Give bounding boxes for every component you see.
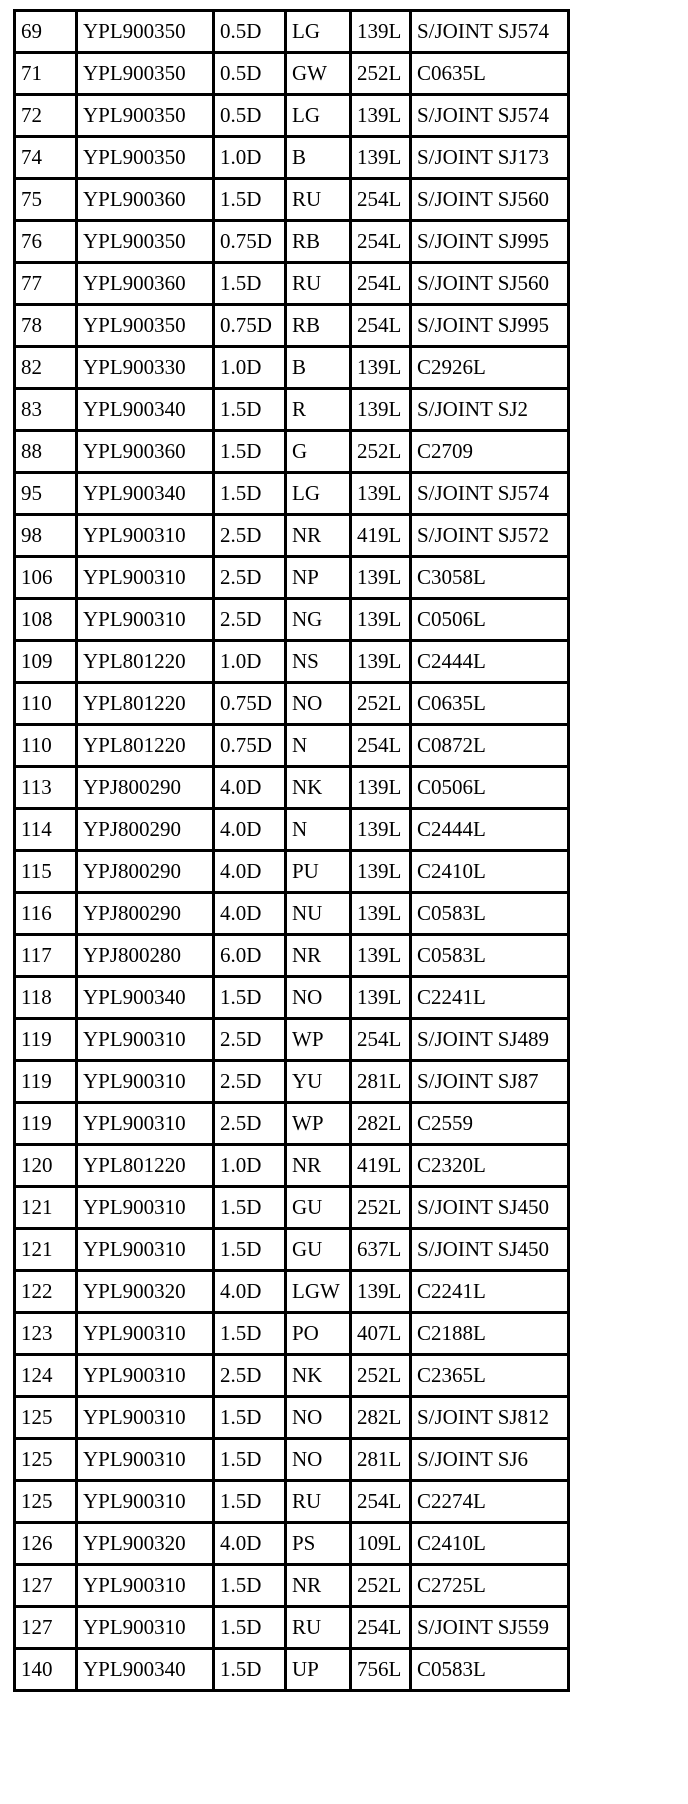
wire-size-cell: 2.5D [215, 516, 284, 555]
terminal-cell: C0635L [412, 54, 567, 93]
wire-number-cell: 116 [16, 894, 75, 933]
wire-length-cell: 139L [352, 894, 409, 933]
part-number-cell: YPL900330 [78, 348, 212, 387]
wire-color-cell: LGW [287, 1272, 349, 1311]
part-number-cell: YPL801220 [78, 1146, 212, 1185]
wire-number-cell: 125 [16, 1398, 75, 1437]
terminal-cell: C0583L [412, 894, 567, 933]
part-number-cell: YPL900360 [78, 264, 212, 303]
wire-color-cell: LG [287, 12, 349, 51]
terminal-cell: C3058L [412, 558, 567, 597]
wire-length-cell: 252L [352, 54, 409, 93]
wire-length-cell: 756L [352, 1650, 409, 1689]
terminal-cell: C0583L [412, 936, 567, 975]
wire-color-cell: N [287, 726, 349, 765]
wire-number-cell: 110 [16, 684, 75, 723]
wire-number-cell: 121 [16, 1230, 75, 1269]
wire-color-cell: PO [287, 1314, 349, 1353]
wire-size-cell: 0.5D [215, 54, 284, 93]
wire-length-cell: 139L [352, 1272, 409, 1311]
wire-size-cell: 1.5D [215, 1230, 284, 1269]
part-number-cell: YPL900310 [78, 558, 212, 597]
wire-color-cell: UP [287, 1650, 349, 1689]
wire-length-cell: 281L [352, 1440, 409, 1479]
wire-size-cell: 2.5D [215, 600, 284, 639]
terminal-cell: C0506L [412, 600, 567, 639]
table-row [16, 138, 567, 177]
wire-size-cell: 1.0D [215, 1146, 284, 1185]
wire-number-cell: 125 [16, 1482, 75, 1521]
wire-size-cell: 1.5D [215, 1314, 284, 1353]
wire-size-cell: 1.5D [215, 1482, 284, 1521]
wire-color-cell: NU [287, 894, 349, 933]
wire-number-cell: 109 [16, 642, 75, 681]
wire-color-cell: NO [287, 978, 349, 1017]
part-number-cell: YPL801220 [78, 684, 212, 723]
wire-number-cell: 82 [16, 348, 75, 387]
terminal-cell: S/JOINT SJ995 [412, 306, 567, 345]
table-row [16, 852, 567, 891]
wire-list-table [13, 9, 570, 1692]
part-number-cell: YPL900340 [78, 978, 212, 1017]
terminal-cell: C2444L [412, 642, 567, 681]
part-number-cell: YPJ800280 [78, 936, 212, 975]
wire-length-cell: 139L [352, 810, 409, 849]
wire-length-cell: 252L [352, 684, 409, 723]
wire-size-cell: 1.5D [215, 390, 284, 429]
wire-size-cell: 1.5D [215, 1440, 284, 1479]
table-row [16, 1356, 567, 1395]
wire-color-cell: PU [287, 852, 349, 891]
table-row [16, 1104, 567, 1143]
terminal-cell: C2241L [412, 978, 567, 1017]
part-number-cell: YPL900310 [78, 1482, 212, 1521]
table-row [16, 222, 567, 261]
wire-size-cell: 0.5D [215, 12, 284, 51]
wire-size-cell: 4.0D [215, 894, 284, 933]
wire-number-cell: 88 [16, 432, 75, 471]
table-row [16, 12, 567, 51]
wire-size-cell: 1.5D [215, 1608, 284, 1647]
wire-length-cell: 139L [352, 558, 409, 597]
wire-size-cell: 4.0D [215, 852, 284, 891]
wire-color-cell: B [287, 138, 349, 177]
terminal-cell: S/JOINT SJ87 [412, 1062, 567, 1101]
terminal-cell: C2410L [412, 1524, 567, 1563]
part-number-cell: YPL900310 [78, 1188, 212, 1227]
terminal-cell: C2274L [412, 1482, 567, 1521]
table-row [16, 1608, 567, 1647]
wire-length-cell: 254L [352, 306, 409, 345]
wire-length-cell: 139L [352, 474, 409, 513]
wire-size-cell: 4.0D [215, 1524, 284, 1563]
terminal-cell: S/JOINT SJ574 [412, 474, 567, 513]
wire-size-cell: 2.5D [215, 1020, 284, 1059]
wire-color-cell: NR [287, 1566, 349, 1605]
terminal-cell: C2559 [412, 1104, 567, 1143]
wire-color-cell: NK [287, 768, 349, 807]
wire-number-cell: 124 [16, 1356, 75, 1395]
wire-size-cell: 1.0D [215, 138, 284, 177]
wire-number-cell: 76 [16, 222, 75, 261]
wire-number-cell: 121 [16, 1188, 75, 1227]
wire-number-cell: 125 [16, 1440, 75, 1479]
wire-color-cell: GU [287, 1230, 349, 1269]
table-row [16, 264, 567, 303]
terminal-cell: S/JOINT SJ574 [412, 96, 567, 135]
wire-number-cell: 117 [16, 936, 75, 975]
wire-length-cell: 254L [352, 180, 409, 219]
table-row [16, 1440, 567, 1479]
wire-color-cell: NS [287, 642, 349, 681]
table-row [16, 306, 567, 345]
wire-color-cell: NR [287, 936, 349, 975]
part-number-cell: YPL900350 [78, 306, 212, 345]
wire-length-cell: 254L [352, 1020, 409, 1059]
wire-color-cell: WP [287, 1020, 349, 1059]
part-number-cell: YPL900350 [78, 54, 212, 93]
terminal-cell: S/JOINT SJ574 [412, 12, 567, 51]
wire-color-cell: LG [287, 96, 349, 135]
wire-length-cell: 252L [352, 1566, 409, 1605]
wire-length-cell: 252L [352, 432, 409, 471]
terminal-cell: C0872L [412, 726, 567, 765]
wire-number-cell: 119 [16, 1062, 75, 1101]
wire-color-cell: YU [287, 1062, 349, 1101]
terminal-cell: C0583L [412, 1650, 567, 1689]
terminal-cell: S/JOINT SJ559 [412, 1608, 567, 1647]
wire-length-cell: 139L [352, 138, 409, 177]
wire-length-cell: 419L [352, 1146, 409, 1185]
part-number-cell: YPL900350 [78, 222, 212, 261]
wire-size-cell: 1.0D [215, 642, 284, 681]
terminal-cell: S/JOINT SJ173 [412, 138, 567, 177]
terminal-cell: C2444L [412, 810, 567, 849]
table-row [16, 54, 567, 93]
table-row [16, 180, 567, 219]
wire-length-cell: 254L [352, 222, 409, 261]
wire-number-cell: 119 [16, 1104, 75, 1143]
wire-length-cell: 254L [352, 264, 409, 303]
wire-length-cell: 139L [352, 852, 409, 891]
wire-number-cell: 74 [16, 138, 75, 177]
wire-number-cell: 83 [16, 390, 75, 429]
part-number-cell: YPL900360 [78, 432, 212, 471]
terminal-cell: S/JOINT SJ560 [412, 264, 567, 303]
wire-length-cell: 254L [352, 726, 409, 765]
table-row [16, 726, 567, 765]
wire-number-cell: 127 [16, 1608, 75, 1647]
wire-length-cell: 109L [352, 1524, 409, 1563]
table-row [16, 684, 567, 723]
wire-color-cell: RU [287, 180, 349, 219]
terminal-cell: C0635L [412, 684, 567, 723]
wire-length-cell: 254L [352, 1482, 409, 1521]
wire-color-cell: GU [287, 1188, 349, 1227]
wire-color-cell: GW [287, 54, 349, 93]
part-number-cell: YPL900320 [78, 1272, 212, 1311]
part-number-cell: YPJ800290 [78, 894, 212, 933]
wire-length-cell: 139L [352, 348, 409, 387]
part-number-cell: YPJ800290 [78, 768, 212, 807]
wire-size-cell: 1.5D [215, 474, 284, 513]
terminal-cell: S/JOINT SJ450 [412, 1188, 567, 1227]
wire-size-cell: 4.0D [215, 1272, 284, 1311]
part-number-cell: YPL900310 [78, 1440, 212, 1479]
table-row [16, 1650, 567, 1689]
wire-number-cell: 120 [16, 1146, 75, 1185]
wire-number-cell: 106 [16, 558, 75, 597]
part-number-cell: YPL900310 [78, 1608, 212, 1647]
wire-size-cell: 4.0D [215, 810, 284, 849]
table-row [16, 810, 567, 849]
wire-size-cell: 1.0D [215, 348, 284, 387]
wire-number-cell: 69 [16, 12, 75, 51]
wire-size-cell: 1.5D [215, 1398, 284, 1437]
table-row [16, 432, 567, 471]
part-number-cell: YPJ800290 [78, 852, 212, 891]
wire-size-cell: 2.5D [215, 1356, 284, 1395]
wire-number-cell: 118 [16, 978, 75, 1017]
wire-length-cell: 419L [352, 516, 409, 555]
wire-number-cell: 77 [16, 264, 75, 303]
wire-length-cell: 282L [352, 1104, 409, 1143]
wire-number-cell: 98 [16, 516, 75, 555]
terminal-cell: S/JOINT SJ450 [412, 1230, 567, 1269]
wire-size-cell: 1.5D [215, 180, 284, 219]
table-row [16, 936, 567, 975]
wire-color-cell: NO [287, 1440, 349, 1479]
wire-color-cell: NP [287, 558, 349, 597]
wire-number-cell: 113 [16, 768, 75, 807]
part-number-cell: YPL900320 [78, 1524, 212, 1563]
wire-size-cell: 1.5D [215, 1188, 284, 1227]
wire-size-cell: 0.75D [215, 684, 284, 723]
table-row [16, 1230, 567, 1269]
table-row [16, 978, 567, 1017]
part-number-cell: YPL900350 [78, 96, 212, 135]
wire-list-body [16, 12, 567, 1689]
wire-color-cell: NG [287, 600, 349, 639]
terminal-cell: C2241L [412, 1272, 567, 1311]
wire-length-cell: 139L [352, 768, 409, 807]
wire-length-cell: 139L [352, 12, 409, 51]
terminal-cell: S/JOINT SJ812 [412, 1398, 567, 1437]
wire-length-cell: 139L [352, 96, 409, 135]
table-row [16, 1566, 567, 1605]
table-row [16, 474, 567, 513]
table-row [16, 1146, 567, 1185]
wire-color-cell: RB [287, 306, 349, 345]
part-number-cell: YPL900350 [78, 12, 212, 51]
part-number-cell: YPL900310 [78, 1566, 212, 1605]
wire-length-cell: 139L [352, 936, 409, 975]
part-number-cell: YPL900340 [78, 1650, 212, 1689]
part-number-cell: YPL900350 [78, 138, 212, 177]
terminal-cell: C2320L [412, 1146, 567, 1185]
wire-number-cell: 75 [16, 180, 75, 219]
table-row [16, 516, 567, 555]
terminal-cell: C2188L [412, 1314, 567, 1353]
wire-length-cell: 139L [352, 390, 409, 429]
wire-color-cell: RU [287, 1608, 349, 1647]
wire-color-cell: N [287, 810, 349, 849]
part-number-cell: YPL900310 [78, 1398, 212, 1437]
terminal-cell: S/JOINT SJ2 [412, 390, 567, 429]
table-row [16, 1188, 567, 1227]
table-row [16, 1482, 567, 1521]
wire-color-cell: NR [287, 516, 349, 555]
wire-size-cell: 0.5D [215, 96, 284, 135]
wire-size-cell: 1.5D [215, 1650, 284, 1689]
part-number-cell: YPL900310 [78, 1314, 212, 1353]
wire-size-cell: 1.5D [215, 1566, 284, 1605]
wire-size-cell: 4.0D [215, 768, 284, 807]
part-number-cell: YPL801220 [78, 642, 212, 681]
table-row [16, 1062, 567, 1101]
terminal-cell: C2725L [412, 1566, 567, 1605]
table-row [16, 1314, 567, 1353]
terminal-cell: S/JOINT SJ995 [412, 222, 567, 261]
wire-length-cell: 139L [352, 978, 409, 1017]
part-number-cell: YPL900310 [78, 1020, 212, 1059]
part-number-cell: YPL900310 [78, 1104, 212, 1143]
wire-number-cell: 72 [16, 96, 75, 135]
terminal-cell: C0506L [412, 768, 567, 807]
wire-length-cell: 139L [352, 600, 409, 639]
wire-number-cell: 78 [16, 306, 75, 345]
wire-color-cell: WP [287, 1104, 349, 1143]
wire-number-cell: 122 [16, 1272, 75, 1311]
part-number-cell: YPL900310 [78, 600, 212, 639]
wire-size-cell: 0.75D [215, 726, 284, 765]
wire-length-cell: 139L [352, 642, 409, 681]
part-number-cell: YPJ800290 [78, 810, 212, 849]
wire-size-cell: 2.5D [215, 558, 284, 597]
wire-number-cell: 115 [16, 852, 75, 891]
wire-size-cell: 2.5D [215, 1062, 284, 1101]
wire-length-cell: 407L [352, 1314, 409, 1353]
wire-size-cell: 1.5D [215, 264, 284, 303]
wire-color-cell: LG [287, 474, 349, 513]
terminal-cell: C2709 [412, 432, 567, 471]
part-number-cell: YPL900310 [78, 516, 212, 555]
wire-color-cell: RU [287, 264, 349, 303]
terminal-cell: C2365L [412, 1356, 567, 1395]
wire-size-cell: 6.0D [215, 936, 284, 975]
terminal-cell: S/JOINT SJ6 [412, 1440, 567, 1479]
wire-color-cell: RU [287, 1482, 349, 1521]
wire-size-cell: 1.5D [215, 432, 284, 471]
table-row [16, 1524, 567, 1563]
wire-color-cell: PS [287, 1524, 349, 1563]
wire-number-cell: 127 [16, 1566, 75, 1605]
part-number-cell: YPL900340 [78, 474, 212, 513]
wire-color-cell: NR [287, 1146, 349, 1185]
wire-color-cell: RB [287, 222, 349, 261]
wire-number-cell: 71 [16, 54, 75, 93]
wire-number-cell: 110 [16, 726, 75, 765]
part-number-cell: YPL900310 [78, 1230, 212, 1269]
wire-length-cell: 282L [352, 1398, 409, 1437]
table-row [16, 96, 567, 135]
table-row [16, 894, 567, 933]
wire-length-cell: 281L [352, 1062, 409, 1101]
terminal-cell: C2926L [412, 348, 567, 387]
wire-size-cell: 1.5D [215, 978, 284, 1017]
table-row [16, 558, 567, 597]
table-row [16, 1272, 567, 1311]
wire-length-cell: 252L [352, 1356, 409, 1395]
wire-size-cell: 0.75D [215, 222, 284, 261]
wire-color-cell: NO [287, 684, 349, 723]
table-row [16, 768, 567, 807]
wire-number-cell: 114 [16, 810, 75, 849]
part-number-cell: YPL801220 [78, 726, 212, 765]
table-row [16, 348, 567, 387]
table-row [16, 390, 567, 429]
table-row [16, 642, 567, 681]
wire-size-cell: 0.75D [215, 306, 284, 345]
terminal-cell: S/JOINT SJ572 [412, 516, 567, 555]
part-number-cell: YPL900340 [78, 390, 212, 429]
wire-color-cell: NK [287, 1356, 349, 1395]
part-number-cell: YPL900360 [78, 180, 212, 219]
wire-color-cell: NO [287, 1398, 349, 1437]
wire-length-cell: 252L [352, 1188, 409, 1227]
table-row [16, 1398, 567, 1437]
wire-number-cell: 126 [16, 1524, 75, 1563]
wire-color-cell: G [287, 432, 349, 471]
table-row [16, 600, 567, 639]
wire-number-cell: 119 [16, 1020, 75, 1059]
wire-color-cell: R [287, 390, 349, 429]
wire-number-cell: 140 [16, 1650, 75, 1689]
table-row [16, 1020, 567, 1059]
terminal-cell: C2410L [412, 852, 567, 891]
wire-number-cell: 123 [16, 1314, 75, 1353]
wire-length-cell: 254L [352, 1608, 409, 1647]
wire-size-cell: 2.5D [215, 1104, 284, 1143]
part-number-cell: YPL900310 [78, 1356, 212, 1395]
terminal-cell: S/JOINT SJ560 [412, 180, 567, 219]
terminal-cell: S/JOINT SJ489 [412, 1020, 567, 1059]
wire-color-cell: B [287, 348, 349, 387]
part-number-cell: YPL900310 [78, 1062, 212, 1101]
wire-number-cell: 108 [16, 600, 75, 639]
wire-number-cell: 95 [16, 474, 75, 513]
wire-length-cell: 637L [352, 1230, 409, 1269]
